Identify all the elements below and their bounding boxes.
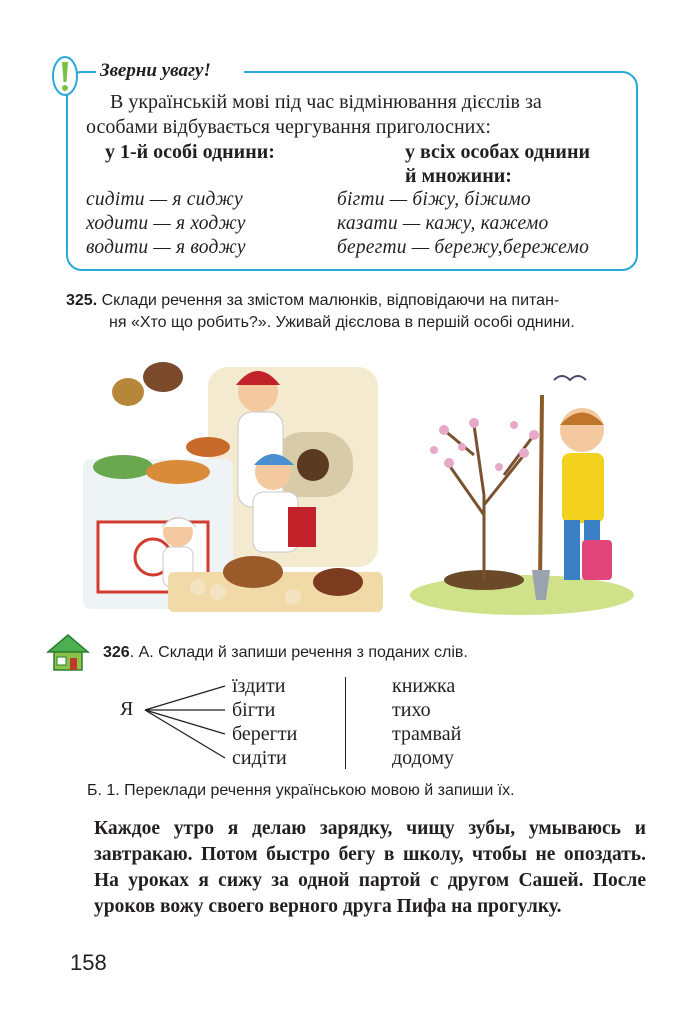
boy-planting-tree-illustration xyxy=(404,355,639,617)
subject-word: Я xyxy=(120,698,134,720)
col2-example: берегти — бережу,бережемо xyxy=(337,237,590,258)
col1-example: водити — я воджу xyxy=(86,237,246,258)
task-325-number: 325. xyxy=(66,292,98,309)
notice-col2-heading-line2: й множини: xyxy=(405,165,512,187)
word-item: книжка xyxy=(392,675,456,697)
kitchen-scene-illustration xyxy=(58,347,383,622)
verb-word: берегти xyxy=(232,723,298,745)
notice-intro-line1: В українській мові під час відмінювання дієслів за xyxy=(110,91,542,113)
col2-example: казати — кажу, кажемо xyxy=(337,213,549,234)
task-326-line xyxy=(103,642,468,664)
task-325-line1 xyxy=(66,290,559,312)
task-325-line2: ня «Хто що робить?». Уживай дієслова в першій особі однини. xyxy=(109,314,575,331)
word-item: трамвай xyxy=(392,723,462,745)
col1-example: сидіти — я сиджу xyxy=(86,189,243,210)
branching-lines xyxy=(143,680,233,770)
task-326-instruction: . А. Склади й запиши речення з поданих слів. xyxy=(129,644,468,661)
notice-intro-line2: особами відбувається чергування приголосних: xyxy=(86,116,491,138)
notice-title-dash xyxy=(244,71,274,73)
verb-word: сидіти xyxy=(232,747,287,769)
page-number: 158 xyxy=(70,950,107,975)
exclamation-icon xyxy=(50,55,80,97)
word-item: тихо xyxy=(392,699,431,721)
verb-word: бігти xyxy=(232,699,276,721)
verb-word: їздити xyxy=(232,675,286,697)
task-326-number: 326 xyxy=(103,644,130,661)
col2-example: бігти — біжу, біжимо xyxy=(337,189,531,210)
task-325-text1: Склади речення за змістом малюнків, відповідаючи на питан- xyxy=(101,292,560,309)
house-icon xyxy=(45,632,91,672)
task-326-part-b: Б. 1. Переклади речення українською мовою й запиши їх. xyxy=(87,782,515,799)
column-divider xyxy=(345,677,346,769)
notice-title: Зверни увагу! xyxy=(100,60,211,81)
notice-col2-heading-line1: у всіх особах однини xyxy=(405,141,590,163)
notice-col1-heading: у 1-й особі однини: xyxy=(105,141,275,163)
russian-text-paragraph: Каждое утро я делаю зарядку, чищу зубы, умываюсь и завтракаю. Потом быстро бегу в школу, чтобы не опоздать. На уроках я сижу за одной партой с другом Сашей. После уроков вожу своего верного друга Пифа на прогулку. xyxy=(94,818,646,917)
col1-example: ходити — я ходжу xyxy=(86,213,246,234)
word-item: додому xyxy=(392,747,455,769)
